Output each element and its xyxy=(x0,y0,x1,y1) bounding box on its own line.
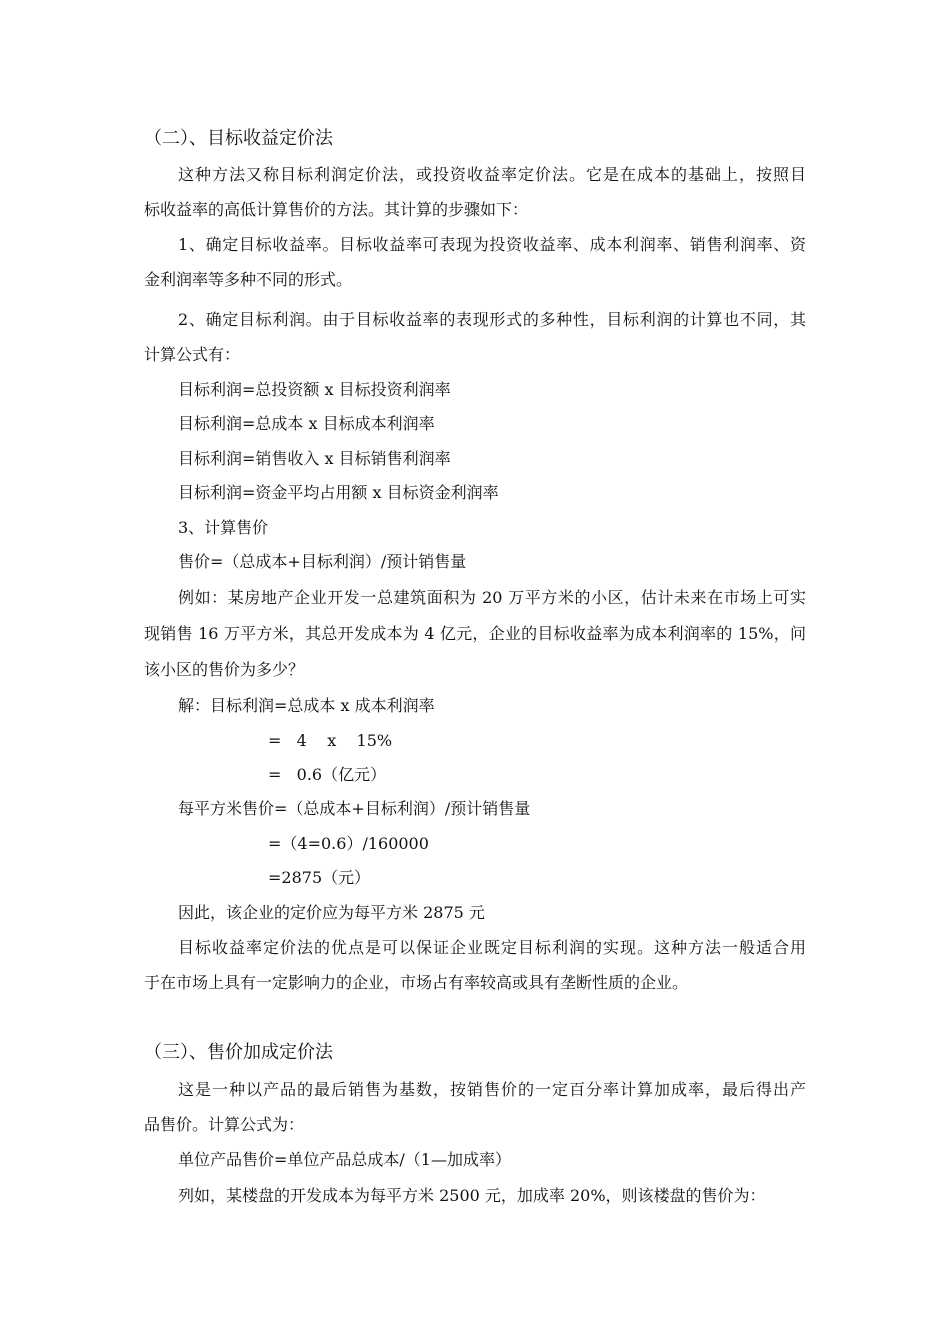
paragraph-line: 该小区的售价为多少？ xyxy=(144,660,305,679)
paragraph-line: 计算公式有： xyxy=(144,345,241,364)
formula-line: 目标利润=总成本 x 目标成本利润率 xyxy=(178,414,435,433)
solution-line: =2875（元） xyxy=(268,868,371,887)
paragraph-line: 标收益率的高低计算售价的方法。其计算的步骤如下： xyxy=(144,200,529,219)
formula-line: 售价=（总成本+目标利润）/预计销售量 xyxy=(178,552,467,571)
section-2-heading: （二）、目标收益定价法 xyxy=(144,128,333,149)
formula-line: 目标利润=资金平均占用额 x 目标资金利润率 xyxy=(178,483,499,502)
paragraph-line: 1、确定目标收益率。目标收益率可表现为投资收益率、成本利润率、销售利润率、资 xyxy=(178,235,806,254)
section-3-heading: （三）、售价加成定价法 xyxy=(144,1042,333,1063)
paragraph-line: 这是一种以产品的最后销售为基数，按销售价的一定百分率计算加成率，最后得出产 xyxy=(178,1080,806,1099)
solution-line: 每平方米售价=（总成本+目标利润）/预计销售量 xyxy=(178,799,531,818)
paragraph-line: 目标收益率定价法的优点是可以保证企业既定目标利润的实现。这种方法一般适合用 xyxy=(178,938,806,957)
paragraph-line: 现销售 16 万平方米，其总开发成本为 4 亿元，企业的目标收益率为成本利润率的 15%，问 xyxy=(144,624,806,643)
paragraph-line: 这种方法又称目标利润定价法，或投资收益率定价法。它是在成本的基础上，按照目 xyxy=(178,165,806,184)
conclusion-line: 因此，该企业的定价应为每平方米 2875 元 xyxy=(178,903,485,922)
paragraph-line: 例如：某房地产企业开发一总建筑面积为 20 万平方米的小区，估计未来在市场上可实 xyxy=(178,588,806,607)
step-heading: 3、计算售价 xyxy=(178,518,269,537)
paragraph-line: 品售价。计算公式为： xyxy=(144,1115,305,1134)
paragraph-line: 2、确定目标利润。由于目标收益率的表现形式的多种性，目标利润的计算也不同，其 xyxy=(178,310,806,329)
formula-line: 目标利润=总投资额 x 目标投资利润率 xyxy=(178,380,451,399)
solution-line: = 4 x 15% xyxy=(268,731,393,750)
paragraph-line: 于在市场上具有一定影响力的企业，市场占有率较高或具有垄断性质的企业。 xyxy=(144,973,689,992)
formula-line: 目标利润=销售收入 x 目标销售利润率 xyxy=(178,449,451,468)
paragraph-line: 金利润率等多种不同的形式。 xyxy=(144,270,353,289)
solution-line: =（4=0.6）/160000 xyxy=(268,834,429,853)
solution-line: 解：目标利润=总成本 x 成本利润率 xyxy=(178,696,435,715)
formula-line: 单位产品售价=单位产品总成本/（1—加成率） xyxy=(178,1150,511,1169)
paragraph-line: 列如，某楼盘的开发成本为每平方米 2500 元，加成率 20%，则该楼盘的售价为： xyxy=(178,1186,766,1205)
solution-line: = 0.6（亿元） xyxy=(268,765,387,784)
